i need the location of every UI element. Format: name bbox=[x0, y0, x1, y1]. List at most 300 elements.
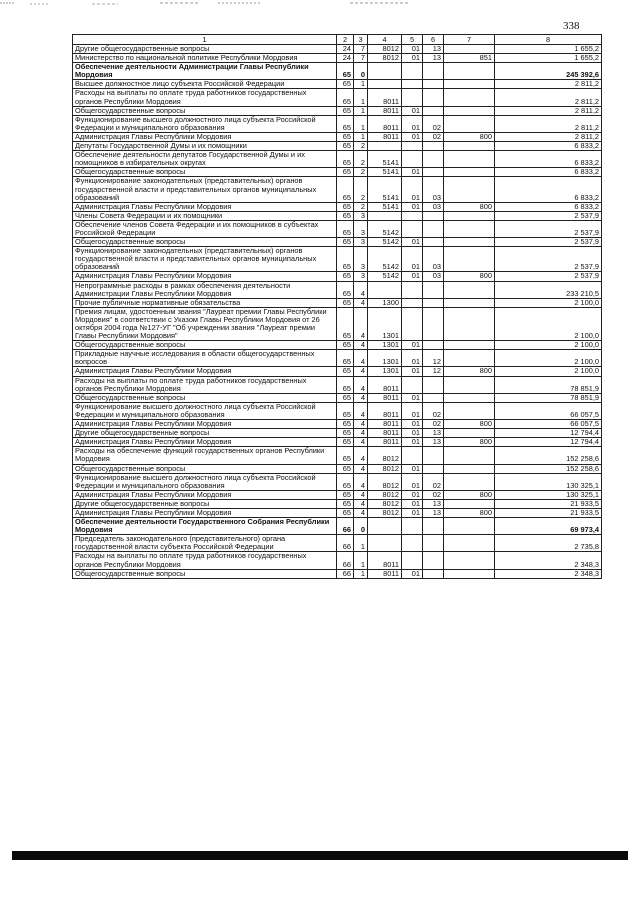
row-name: Функционирование законодательных (представительных) органов государственной власти и представительных органов муниципальных образований bbox=[73, 177, 337, 202]
code-division: 01 bbox=[402, 350, 423, 367]
table-row bbox=[73, 142, 602, 151]
table-row bbox=[73, 211, 602, 220]
code-division bbox=[402, 142, 423, 151]
row-name: Администрация Главы Республики Мордовия bbox=[73, 490, 337, 499]
code-division: 01 bbox=[402, 508, 423, 517]
code-expense-type bbox=[444, 220, 495, 237]
table-row bbox=[73, 535, 602, 552]
code-expense-type: 851 bbox=[444, 54, 495, 63]
column-header: 7 bbox=[444, 35, 495, 45]
code-expense-type bbox=[444, 464, 495, 473]
code-division: 01 bbox=[402, 115, 423, 132]
code-subdivision: 02 bbox=[423, 473, 444, 490]
code-section: 65 bbox=[337, 341, 354, 350]
budget-table bbox=[72, 34, 602, 579]
code-subdivision bbox=[423, 89, 444, 106]
code-target: 5142 bbox=[368, 272, 402, 281]
table-row bbox=[73, 177, 602, 202]
table-row bbox=[73, 376, 602, 393]
code-subdivision bbox=[423, 168, 444, 177]
code-expense-type: 800 bbox=[444, 508, 495, 517]
row-name: Общегосударственные вопросы bbox=[73, 238, 337, 247]
code-subdivision bbox=[423, 569, 444, 578]
row-name: Другие общегосударственные вопросы bbox=[73, 429, 337, 438]
code-expense-type bbox=[444, 238, 495, 247]
code-expense-type: 800 bbox=[444, 420, 495, 429]
code-subsection: 0 bbox=[354, 63, 368, 80]
code-target: 8011 bbox=[368, 393, 402, 402]
code-subsection: 4 bbox=[354, 464, 368, 473]
code-target: 1301 bbox=[368, 367, 402, 376]
row-name: Расходы на выплаты по оплате труда работников государственных органов Республики Мордовия bbox=[73, 552, 337, 569]
table-row bbox=[73, 438, 602, 447]
code-subdivision bbox=[423, 220, 444, 237]
table-row bbox=[73, 89, 602, 106]
code-subsection: 1 bbox=[354, 89, 368, 106]
amount: 2 811,2 bbox=[495, 80, 602, 89]
amount: 69 973,4 bbox=[495, 518, 602, 535]
row-name: Прочие публичные нормативные обязательства bbox=[73, 298, 337, 307]
code-section: 65 bbox=[337, 220, 354, 237]
row-name: Администрация Главы Республики Мордовия bbox=[73, 132, 337, 141]
code-section: 65 bbox=[337, 281, 354, 298]
row-name: Общегосударственные вопросы bbox=[73, 341, 337, 350]
code-target: 8011 bbox=[368, 376, 402, 393]
code-expense-type bbox=[444, 402, 495, 419]
code-subdivision: 03 bbox=[423, 272, 444, 281]
code-subdivision: 13 bbox=[423, 438, 444, 447]
code-target: 5141 bbox=[368, 151, 402, 168]
code-target: 8012 bbox=[368, 508, 402, 517]
code-subsection: 1 bbox=[354, 80, 368, 89]
amount: 6 833,2 bbox=[495, 168, 602, 177]
column-numbers-row bbox=[73, 35, 602, 45]
amount: 78 851,9 bbox=[495, 376, 602, 393]
code-expense-type bbox=[444, 376, 495, 393]
code-subsection: 7 bbox=[354, 54, 368, 63]
code-expense-type bbox=[444, 552, 495, 569]
code-subdivision bbox=[423, 447, 444, 464]
code-division bbox=[402, 220, 423, 237]
code-section: 65 bbox=[337, 238, 354, 247]
code-division: 01 bbox=[402, 367, 423, 376]
row-name: Общегосударственные вопросы bbox=[73, 569, 337, 578]
row-name: Общегосударственные вопросы bbox=[73, 106, 337, 115]
table-row bbox=[73, 151, 602, 168]
code-target: 8012 bbox=[368, 54, 402, 63]
code-division: 01 bbox=[402, 238, 423, 247]
code-subsection: 0 bbox=[354, 518, 368, 535]
row-name: Функционирование высшего должностного лица субъекта Российской Федерации и муниципального образования bbox=[73, 473, 337, 490]
code-section: 65 bbox=[337, 151, 354, 168]
code-subsection: 4 bbox=[354, 281, 368, 298]
row-name: Министерство по национальной политике Республики Мордовия bbox=[73, 54, 337, 63]
code-subdivision: 02 bbox=[423, 115, 444, 132]
row-name: Расходы на выплаты по оплате труда работников государственных органов Республики Мордовия bbox=[73, 89, 337, 106]
code-target: 5141 bbox=[368, 177, 402, 202]
code-division bbox=[402, 307, 423, 340]
code-section: 65 bbox=[337, 168, 354, 177]
column-header: 1 bbox=[73, 35, 337, 45]
amount: 2 537,9 bbox=[495, 272, 602, 281]
code-target: 8012 bbox=[368, 45, 402, 54]
table-row bbox=[73, 518, 602, 535]
code-target: 5141 bbox=[368, 202, 402, 211]
code-division: 01 bbox=[402, 272, 423, 281]
code-division: 01 bbox=[402, 429, 423, 438]
code-subdivision: 13 bbox=[423, 45, 444, 54]
table-row bbox=[73, 202, 602, 211]
code-target bbox=[368, 518, 402, 535]
amount: 2 811,2 bbox=[495, 106, 602, 115]
code-expense-type bbox=[444, 80, 495, 89]
code-section: 65 bbox=[337, 376, 354, 393]
row-name: Расходы на выплаты по оплате труда работников государственных органов Республики Мордовия bbox=[73, 376, 337, 393]
code-division: 01 bbox=[402, 202, 423, 211]
row-name: Обеспечение деятельности Администрации Главы Республики Мордовия bbox=[73, 63, 337, 80]
table-row bbox=[73, 63, 602, 80]
code-division bbox=[402, 447, 423, 464]
code-section: 65 bbox=[337, 350, 354, 367]
amount: 2 100,0 bbox=[495, 307, 602, 340]
code-subdivision bbox=[423, 63, 444, 80]
code-section: 65 bbox=[337, 132, 354, 141]
code-section: 65 bbox=[337, 464, 354, 473]
amount: 1 655,2 bbox=[495, 54, 602, 63]
code-expense-type bbox=[444, 281, 495, 298]
amount: 21 933,5 bbox=[495, 499, 602, 508]
code-expense-type bbox=[444, 45, 495, 54]
column-header: 5 bbox=[402, 35, 423, 45]
code-subsection: 4 bbox=[354, 490, 368, 499]
row-name: Администрация Главы Республики Мордовия bbox=[73, 272, 337, 281]
code-division: 01 bbox=[402, 341, 423, 350]
code-section: 65 bbox=[337, 499, 354, 508]
code-expense-type bbox=[444, 473, 495, 490]
code-subdivision: 03 bbox=[423, 177, 444, 202]
table-row bbox=[73, 106, 602, 115]
code-section: 66 bbox=[337, 569, 354, 578]
code-division bbox=[402, 298, 423, 307]
code-expense-type bbox=[444, 63, 495, 80]
table-row bbox=[73, 238, 602, 247]
code-subsection: 4 bbox=[354, 298, 368, 307]
code-target: 8012 bbox=[368, 473, 402, 490]
table-row bbox=[73, 220, 602, 237]
code-subsection: 4 bbox=[354, 473, 368, 490]
row-name: Администрация Главы Республики Мордовия bbox=[73, 508, 337, 517]
code-target: 5142 bbox=[368, 220, 402, 237]
code-division bbox=[402, 535, 423, 552]
row-name: Функционирование высшего должностного лица субъекта Российской Федерации и муниципального образования bbox=[73, 115, 337, 132]
code-target: 8011 bbox=[368, 402, 402, 419]
code-subdivision: 13 bbox=[423, 508, 444, 517]
code-section: 24 bbox=[337, 45, 354, 54]
table-row bbox=[73, 247, 602, 272]
code-section: 65 bbox=[337, 367, 354, 376]
code-section: 24 bbox=[337, 54, 354, 63]
table-row bbox=[73, 272, 602, 281]
amount: 152 258,6 bbox=[495, 447, 602, 464]
code-target bbox=[368, 63, 402, 80]
code-subsection: 3 bbox=[354, 220, 368, 237]
row-name: Администрация Главы Республики Мордовия bbox=[73, 367, 337, 376]
code-subsection: 3 bbox=[354, 238, 368, 247]
code-subdivision bbox=[423, 298, 444, 307]
row-name: Администрация Главы Республики Мордовия bbox=[73, 202, 337, 211]
code-subsection: 4 bbox=[354, 402, 368, 419]
row-name: Обеспечение деятельности депутатов Государственной Думы и их помощников в избирательных округах bbox=[73, 151, 337, 168]
code-division: 01 bbox=[402, 247, 423, 272]
code-expense-type bbox=[444, 447, 495, 464]
amount: 2 537,9 bbox=[495, 211, 602, 220]
code-subdivision bbox=[423, 211, 444, 220]
code-target: 8011 bbox=[368, 429, 402, 438]
code-subsection: 1 bbox=[354, 132, 368, 141]
amount: 6 833,2 bbox=[495, 177, 602, 202]
amount: 6 833,2 bbox=[495, 151, 602, 168]
code-section: 65 bbox=[337, 307, 354, 340]
table-row bbox=[73, 367, 602, 376]
column-header: 2 bbox=[337, 35, 354, 45]
code-target: 5142 bbox=[368, 238, 402, 247]
code-division: 01 bbox=[402, 54, 423, 63]
code-subdivision: 12 bbox=[423, 367, 444, 376]
table-row bbox=[73, 281, 602, 298]
table-row bbox=[73, 45, 602, 54]
code-subsection: 4 bbox=[354, 376, 368, 393]
code-target: 8011 bbox=[368, 420, 402, 429]
amount: 233 210,5 bbox=[495, 281, 602, 298]
code-subsection: 1 bbox=[354, 535, 368, 552]
code-division: 01 bbox=[402, 393, 423, 402]
code-expense-type bbox=[444, 298, 495, 307]
code-subdivision: 03 bbox=[423, 247, 444, 272]
amount: 66 057,5 bbox=[495, 420, 602, 429]
code-target bbox=[368, 80, 402, 89]
code-section: 65 bbox=[337, 211, 354, 220]
code-expense-type bbox=[444, 393, 495, 402]
code-subdivision bbox=[423, 281, 444, 298]
code-division: 01 bbox=[402, 177, 423, 202]
amount: 6 833,2 bbox=[495, 142, 602, 151]
row-name: Общегосударственные вопросы bbox=[73, 393, 337, 402]
code-section: 65 bbox=[337, 420, 354, 429]
code-subsection: 3 bbox=[354, 247, 368, 272]
code-section: 66 bbox=[337, 535, 354, 552]
code-target: 1301 bbox=[368, 307, 402, 340]
code-subdivision: 03 bbox=[423, 202, 444, 211]
code-subdivision: 12 bbox=[423, 350, 444, 367]
code-division: 01 bbox=[402, 438, 423, 447]
code-target: 5141 bbox=[368, 168, 402, 177]
code-subsection: 4 bbox=[354, 508, 368, 517]
amount: 2 100,0 bbox=[495, 298, 602, 307]
code-section: 65 bbox=[337, 63, 354, 80]
amount: 130 325,1 bbox=[495, 490, 602, 499]
table-row bbox=[73, 429, 602, 438]
amount: 2 348,3 bbox=[495, 569, 602, 578]
code-expense-type bbox=[444, 142, 495, 151]
table-row bbox=[73, 298, 602, 307]
row-name: Высшее должностное лицо субъекта Российской Федерации bbox=[73, 80, 337, 89]
code-section: 65 bbox=[337, 202, 354, 211]
code-division: 01 bbox=[402, 132, 423, 141]
table-row bbox=[73, 350, 602, 367]
amount: 2 100,0 bbox=[495, 341, 602, 350]
code-division: 01 bbox=[402, 45, 423, 54]
amount: 2 100,0 bbox=[495, 350, 602, 367]
code-division bbox=[402, 552, 423, 569]
code-section: 65 bbox=[337, 438, 354, 447]
code-section: 65 bbox=[337, 89, 354, 106]
code-expense-type bbox=[444, 168, 495, 177]
amount: 2 811,2 bbox=[495, 115, 602, 132]
code-section: 65 bbox=[337, 80, 354, 89]
code-target: 8011 bbox=[368, 132, 402, 141]
code-section: 66 bbox=[337, 552, 354, 569]
table-row bbox=[73, 420, 602, 429]
amount: 12 794,4 bbox=[495, 429, 602, 438]
code-subdivision: 02 bbox=[423, 402, 444, 419]
code-section: 65 bbox=[337, 508, 354, 517]
code-division: 01 bbox=[402, 168, 423, 177]
code-subsection: 4 bbox=[354, 350, 368, 367]
code-expense-type bbox=[444, 341, 495, 350]
row-name: Другие общегосударственные вопросы bbox=[73, 499, 337, 508]
code-section: 65 bbox=[337, 298, 354, 307]
row-name: Премия лицам, удостоенным звания "Лауреат премии Главы Республики Мордовия" в соответствии с Указом Главы Республики Мордовия от 26 октября 2004 года №127-УГ "Об учреждении звания "Лауреат премии Главы Республики Мордовия" bbox=[73, 307, 337, 340]
code-section: 65 bbox=[337, 490, 354, 499]
amount: 2 100,0 bbox=[495, 367, 602, 376]
code-division bbox=[402, 63, 423, 80]
code-division bbox=[402, 80, 423, 89]
code-subdivision bbox=[423, 307, 444, 340]
code-section: 65 bbox=[337, 473, 354, 490]
code-expense-type bbox=[444, 177, 495, 202]
code-target bbox=[368, 281, 402, 298]
code-subsection: 2 bbox=[354, 168, 368, 177]
column-header: 4 bbox=[368, 35, 402, 45]
code-division: 01 bbox=[402, 106, 423, 115]
code-expense-type bbox=[444, 247, 495, 272]
amount: 2 811,2 bbox=[495, 89, 602, 106]
code-section: 65 bbox=[337, 247, 354, 272]
code-section: 65 bbox=[337, 272, 354, 281]
code-target: 1300 bbox=[368, 298, 402, 307]
code-subsection: 2 bbox=[354, 151, 368, 168]
table-row bbox=[73, 402, 602, 419]
row-name: Функционирование законодательных (представительных) органов государственной власти и представительных органов муниципальных образований bbox=[73, 247, 337, 272]
code-subdivision bbox=[423, 151, 444, 168]
code-division bbox=[402, 151, 423, 168]
code-section: 65 bbox=[337, 115, 354, 132]
code-subsection: 2 bbox=[354, 142, 368, 151]
code-division: 01 bbox=[402, 473, 423, 490]
code-division bbox=[402, 518, 423, 535]
code-subsection: 7 bbox=[354, 45, 368, 54]
amount: 6 833,2 bbox=[495, 202, 602, 211]
table-row bbox=[73, 447, 602, 464]
row-name: Обеспечение членов Совета Федерации и их помощников в субъектах Российской Федерации bbox=[73, 220, 337, 237]
table-row bbox=[73, 464, 602, 473]
page-number: 338 bbox=[563, 20, 580, 32]
table-row bbox=[73, 393, 602, 402]
code-section: 65 bbox=[337, 402, 354, 419]
amount: 12 794,4 bbox=[495, 438, 602, 447]
code-subdivision bbox=[423, 238, 444, 247]
code-subdivision bbox=[423, 535, 444, 552]
row-name: Члены Совета Федерации и их помощники bbox=[73, 211, 337, 220]
row-name: Расходы на обеспечение функций государственных органов Республики Мордовия bbox=[73, 447, 337, 464]
code-subsection: 1 bbox=[354, 115, 368, 132]
code-subsection: 4 bbox=[354, 420, 368, 429]
code-section: 65 bbox=[337, 393, 354, 402]
table-row bbox=[73, 490, 602, 499]
code-subsection: 4 bbox=[354, 393, 368, 402]
table-row bbox=[73, 115, 602, 132]
row-name: Депутаты Государственной Думы и их помощники bbox=[73, 142, 337, 151]
code-expense-type bbox=[444, 89, 495, 106]
code-subsection: 4 bbox=[354, 447, 368, 464]
code-section: 66 bbox=[337, 518, 354, 535]
code-subdivision: 13 bbox=[423, 499, 444, 508]
code-division: 01 bbox=[402, 402, 423, 419]
code-section: 65 bbox=[337, 429, 354, 438]
row-name: Администрация Главы Республики Мордовия bbox=[73, 420, 337, 429]
code-subsection: 4 bbox=[354, 367, 368, 376]
code-subdivision bbox=[423, 106, 444, 115]
code-division: 01 bbox=[402, 569, 423, 578]
table-row bbox=[73, 552, 602, 569]
code-target bbox=[368, 211, 402, 220]
code-expense-type bbox=[444, 535, 495, 552]
code-division bbox=[402, 89, 423, 106]
table-body bbox=[73, 35, 602, 579]
code-subdivision: 02 bbox=[423, 132, 444, 141]
code-expense-type bbox=[444, 211, 495, 220]
amount: 245 392,6 bbox=[495, 63, 602, 80]
amount: 2 537,9 bbox=[495, 238, 602, 247]
code-division: 01 bbox=[402, 464, 423, 473]
amount: 21 933,5 bbox=[495, 508, 602, 517]
code-subdivision: 13 bbox=[423, 54, 444, 63]
code-subsection: 4 bbox=[354, 438, 368, 447]
code-subdivision: 13 bbox=[423, 429, 444, 438]
code-expense-type: 800 bbox=[444, 490, 495, 499]
code-target: 1301 bbox=[368, 341, 402, 350]
code-expense-type bbox=[444, 350, 495, 367]
code-target: 8011 bbox=[368, 89, 402, 106]
code-subdivision bbox=[423, 518, 444, 535]
code-division: 01 bbox=[402, 499, 423, 508]
table-row bbox=[73, 341, 602, 350]
code-subsection: 4 bbox=[354, 341, 368, 350]
code-target bbox=[368, 142, 402, 151]
code-subsection: 3 bbox=[354, 272, 368, 281]
code-expense-type bbox=[444, 499, 495, 508]
code-subsection: 3 bbox=[354, 211, 368, 220]
code-subsection: 1 bbox=[354, 106, 368, 115]
code-target bbox=[368, 535, 402, 552]
amount: 2 811,2 bbox=[495, 132, 602, 141]
code-subdivision: 02 bbox=[423, 490, 444, 499]
code-subdivision bbox=[423, 464, 444, 473]
code-expense-type bbox=[444, 307, 495, 340]
code-subsection: 1 bbox=[354, 552, 368, 569]
row-name: Общегосударственные вопросы bbox=[73, 168, 337, 177]
amount: 66 057,5 bbox=[495, 402, 602, 419]
